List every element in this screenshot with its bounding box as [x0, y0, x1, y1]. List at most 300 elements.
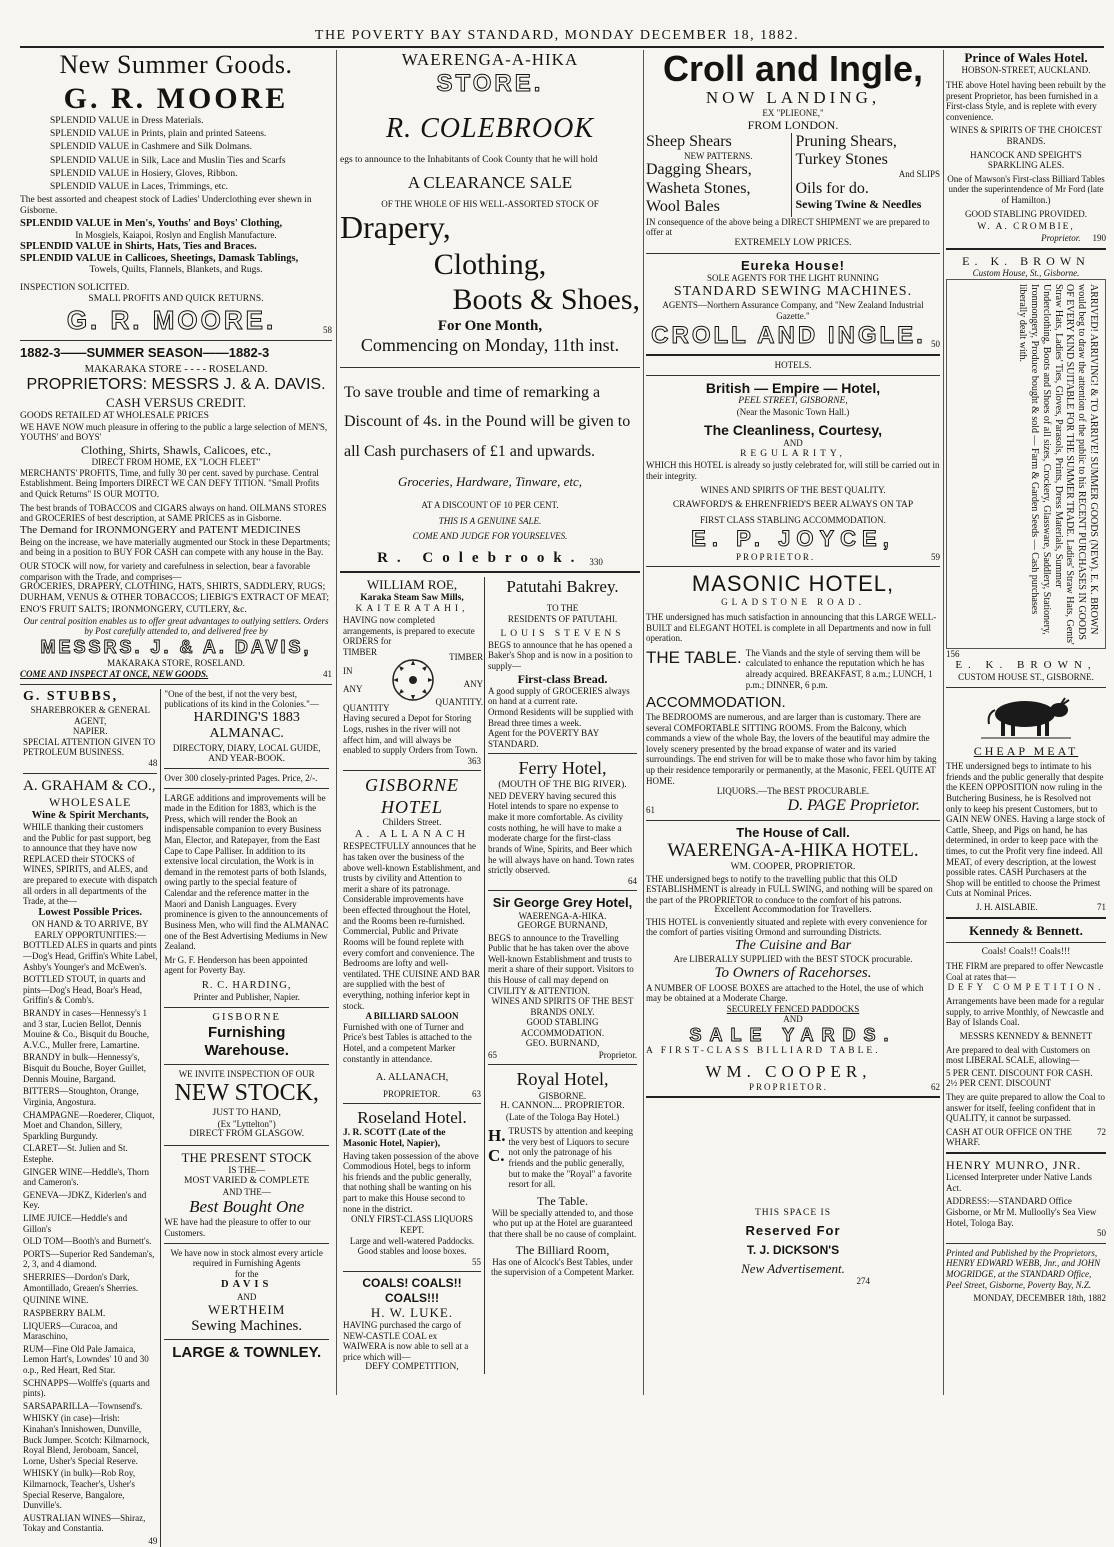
divider	[164, 1064, 329, 1065]
body-text: SPLENDID VALUE in Shirts, Hats, Ties and Braces.	[20, 240, 257, 252]
divider	[646, 820, 940, 821]
body-text: THE undersigned begs to intimate to his friends and the public generally that despite the KEEN OPPOSITION now ruling in the Butchering Business, he is Resolved not only to keep his present Customers, but to GAIN NEW ONES. Having a large stock of Cattle, Sheep, and Pigs on hand, he has determined, in order to keep pace with the times, to cut the Profit very fine indeed. All MEAT, of every description, at the lowest possible rates. CASH Purchasers at the Shop will be entitled to choose the Primest Cuts at Nominal Prices.	[946, 761, 1106, 899]
body-text: (Late of the Tologa Bay Hotel.)	[505, 1112, 620, 1123]
ad-heading: The House of Call.	[736, 824, 850, 840]
body-text: THE PRESENT STOCK	[181, 1149, 312, 1165]
body-text: ON HAND & TO ARRIVE, BY EARLY OPPORTUNITIES:—	[31, 919, 149, 940]
body-text: PROPRIETOR.	[748, 1081, 829, 1092]
divider	[646, 566, 940, 567]
body-text: QUANTITY	[343, 702, 390, 713]
divider	[164, 1145, 329, 1146]
list-item: BRANDY in cases—Hennessy's 1 and 3 star, Lucien Bellot, Dennis Mouine & Co., Bisquit du Bouche, A.V.C., Muller frere, Lamartine.	[23, 1008, 149, 1050]
ad-signature: W. A. CROMBIE,	[977, 222, 1075, 233]
body-text: The Viands and the style of serving them will be calculated to enhance the reputation which he has already acquired. BREAKFAST, 8 a.m.; LUNCH, 1 p.m.; DINNER, 6 p.m.	[745, 647, 933, 690]
body-text: AND THE—	[222, 1186, 271, 1197]
body-text: Over 300 closely-printed Pages. Price, 2/-.	[164, 773, 318, 783]
body-text: Our central position enables us to offer great advantages to outlying settlers. Orders by Post carefully attended to, and delivered free by	[23, 615, 329, 637]
divider	[20, 340, 332, 341]
ad-name: WM. COOPER, PROPRIETOR.	[730, 862, 856, 873]
body-text: MERCHANTS' PROFITS, Time, and fully 30 per cent. saved by purchase. Central Establishment. Being Importers DIRECT WE CAN DEFY TITION. "Small Profits and Quick Returns" IS OUR MOTTO.	[20, 467, 320, 500]
body-text: THIS IS A GENUINE SALE.	[438, 516, 542, 527]
ad-heading: CHEAP MEAT	[973, 744, 1079, 759]
body-text: IN	[343, 665, 353, 676]
body-text: ANY	[343, 684, 363, 695]
ad-heading: Drapery,	[340, 209, 451, 246]
ad-number: 363	[467, 755, 481, 766]
divider	[488, 1064, 637, 1065]
body-text: Custom House, St., Gisborne.	[972, 268, 1080, 279]
ad-signature: R. C. HARDING,	[201, 979, 292, 991]
list-item: OLD TOM—Booth's and Burnett's.	[23, 1236, 152, 1247]
body-text: THE FIRM are prepared to offer Newcastle Coal at rates that—	[946, 961, 1104, 982]
divider	[946, 1152, 1106, 1154]
ad-season: 1882-3——SUMMER SEASON——1882-3	[20, 344, 270, 360]
ad-number: 62	[931, 1081, 940, 1092]
body-text: Will be specially attended to, and those who put up at the Hotel are guaranteed that there shall be no cause of complaint.	[488, 1207, 637, 1240]
list-item: SPLENDID VALUE in Cashmere and Silk Dolmans.	[50, 142, 253, 153]
body-text: 2½ PER CENT. DISCOUNT	[946, 1078, 1052, 1089]
ad-footer: CROLL AND INGLE.	[651, 321, 926, 349]
body-text: THIS SPACE IS	[754, 1208, 831, 1219]
body-text: Proprietor.	[598, 1049, 637, 1060]
ad-heading: Roseland Hotel.	[357, 1108, 467, 1128]
ad-gisborne-hotel	[343, 775, 481, 1099]
body-text: CASH VERSUS CREDIT.	[105, 395, 247, 411]
ad-heading: Sewing Machines.	[191, 1317, 303, 1334]
body-text: IN consequence of the above being a DIRECT SHIPMENT we are prepared to offer at	[646, 216, 930, 238]
body-text: The Demand for IRONMONGERY and PATENT MEDICINES	[20, 523, 301, 536]
body-text: PROPRIETOR.	[383, 1088, 441, 1099]
list-item: AUSTRALIAN WINES—Shiraz, Tokay and Constantia.	[23, 1512, 146, 1534]
body-text: FIRST CLASS STABLING ACCOMMODATION.	[700, 515, 886, 526]
body-text: SPLENDID VALUE in Callicoes, Sheetings, Damask Tablings,	[20, 253, 299, 265]
body-text: REGULARITY,	[740, 448, 846, 459]
list-item: SARSAPARILLA—Townsend's.	[23, 1400, 143, 1411]
body-text: RESIDENTS OF PATUTAHI.	[507, 613, 618, 624]
column-1	[20, 50, 332, 1547]
ad-graham	[23, 778, 157, 1547]
list-item: RASPBERRY BALM.	[23, 1307, 106, 1318]
ad-footer: E. K. BROWN,	[955, 659, 1097, 672]
ad-sir-george	[488, 895, 637, 1060]
bull-icon	[981, 692, 1071, 740]
ad-number: 65	[488, 1049, 497, 1060]
body-text: SMALL PROFITS AND QUICK RETURNS.	[88, 293, 264, 304]
divider	[164, 768, 329, 769]
body-text: MESSRS KENNEDY & BENNETT	[959, 1030, 1093, 1041]
divider	[646, 253, 940, 254]
ad-number: 58	[323, 325, 332, 336]
body-text: Excellent Accommodation for Travellers.	[714, 905, 872, 916]
rotated-ad-panel	[946, 279, 1106, 649]
body-text: Towels, Quilts, Flannels, Blankets, and Rugs.	[89, 265, 263, 276]
body-text: A good supply of GROCERIES always on hand at a current rate.	[488, 685, 630, 707]
ad-waerenga-hotel	[646, 825, 940, 1093]
body-text: HAVING now completed arrangements, is prepared to execute ORDERS for	[343, 615, 475, 647]
list-item: SHERRIES—Dordon's Dark, Amontillado, Greaen's Sherries.	[23, 1272, 139, 1293]
divider	[946, 917, 1106, 919]
divider	[23, 773, 157, 774]
divider	[164, 1339, 329, 1340]
list-item: BRANDY in bulk—Hennessy's, Bisquit du Bouche, Boyer Guillet, Dennis Mouine, Bargand.	[23, 1052, 146, 1084]
body-text: WINES & SPIRITS OF THE CHOICEST BRANDS.	[949, 125, 1103, 146]
ad-heading: STORE.	[436, 70, 544, 98]
ad-name: A. GRAHAM & CO.,	[23, 777, 156, 794]
body-text: QUANTITY.	[435, 697, 484, 708]
ad-munro	[946, 1158, 1106, 1239]
body-text: WE have had the pleasure to offer to our Customers.	[164, 1217, 311, 1239]
ad-name: WILLIAM ROE,	[366, 577, 458, 593]
divider	[488, 753, 637, 754]
body-text: WHILE thanking their customers and the Public for past support, beg to announce that they have now REPLACED their STOCKS of WINES, SPIRITS, and ALES, and are prepared to execute with dispatch all orders in all departments of the Trade, at the—	[23, 821, 158, 907]
divider	[488, 890, 637, 891]
body-text: Karaka Steam Saw Mills,	[360, 592, 464, 603]
ad-name: HENRY MUNRO, JNR.	[946, 1157, 1082, 1172]
body-text: HAVING purchased the cargo of NEW-CASTLE COAL ex WAIWERA is now able to sell at a price which will—	[343, 1320, 469, 1362]
ad-heading: Boots & Shoes,	[452, 283, 640, 317]
ad-croll-ingle	[646, 50, 940, 350]
body-text: GISBORNE.	[538, 1090, 587, 1101]
body-text: Agent for the POVERTY BAY STANDARD.	[488, 728, 599, 749]
rotated-ad-text: ARRIVED! ARRIVING! & TO ARRIVE! SUMMER GOODS (NEW). E. K. BROWN would beg to draw the attention of the public to his RECENT PURCHASES IN GOODS OF EVERY KIND SUITABLE FOR THE SUMMER TRADE. Ladies' Straw Hats, Gents' Straw Hats, Ladies' Ties, Gloves, Parasols, Prints, Dress Materials, Summer Underclothing, Boots and Shoes of all sizes, Crockery, Glassware, Saddlery, Stationery, Ironmongery, Produce bought & sold — Farm & Garden Seeds — Cash purchases liberally dealt with.	[1017, 283, 1099, 645]
ad-heading: Kennedy & Bennett.	[969, 922, 1083, 938]
divider	[340, 367, 640, 368]
ad-number: 50	[1097, 1228, 1106, 1239]
body-text: Has one of Alcock's Best Tables, under the supervision of a Competent Marker.	[491, 1256, 634, 1278]
list-item: PORTS—Superior Red Sandeman's, 2, 3, and 4 diamond.	[23, 1248, 155, 1270]
body-text: GOOD STABLING ACCOMMODATION.	[520, 1017, 605, 1038]
body-text: Commencing on Monday, 11th inst.	[360, 335, 620, 356]
body-text: MAKARAKA STORE, ROSELAND.	[107, 658, 245, 669]
ad-number: 41	[323, 668, 332, 679]
divider	[946, 248, 1106, 250]
body-text: GOOD STABLING PROVIDED.	[964, 208, 1088, 219]
body-text: SECURELY FENCED PADDOCKS	[726, 1003, 860, 1014]
ad-footer: MESSRS. J. & A. DAVIS,	[40, 637, 312, 658]
ad-number: 64	[628, 875, 637, 886]
ad-heading: Wine & Spirit Merchants,	[31, 809, 149, 821]
list-item: SPLENDID VALUE in Dress Materials.	[50, 116, 204, 127]
ad-footer: LARGE & TOWNLEY.	[172, 1344, 322, 1362]
ad-heading: Croll and Ingle,	[662, 48, 923, 89]
body-text: GLADSTONE ROAD.	[721, 597, 865, 608]
body-text: AT A DISCOUNT OF 10 PER CENT.	[421, 499, 559, 510]
body-text: SHAREBROKER & GENERAL AGENT,	[30, 705, 150, 726]
ad-heading: Clothing,	[433, 248, 547, 281]
list-item: Pruning Shears,	[795, 132, 897, 150]
body-text: Are prepared to deal with Customers on most LIBERAL SCALE, allowing—	[946, 1044, 1090, 1066]
ad-name: PROPRIETORS: MESSRS J. & A. DAVIS.	[26, 376, 326, 394]
list-item: WHISKY (in case)—Irish: Kinahan's Innishowen, Dunville, Buck Jumper. Scotch: Kilmarnock, Royal Blend, Jeroboam, Sancel, Lorne, Usher's Special Reserve.	[23, 1413, 150, 1466]
ad-number: 72	[1097, 1126, 1106, 1137]
ad-heading: ACCOMMODATION.	[646, 694, 786, 712]
ad-heading: Eureka House!	[740, 257, 846, 273]
list-item: Sewing Twine & Needles	[795, 197, 922, 212]
divider	[164, 1007, 329, 1008]
body-text: AGENTS—Northern Assurance Company, and "New Zealand Industrial Gazette."	[662, 300, 924, 321]
body-text: RESPECTFULLY announces that he has taken over the business of the above well-known Establishment, and trusts by civility and Attention to merit a share of its patronage. Considerable improvements have been effected throughout the Hotel, and the Rooms been re-furnished. Commercial, Public and Private Rooms will be found replete with every comfort and convenience. The Bedrooms are lofty and well-ventilated. THE CUISINE AND BAR are supplied with the best of everything, nothing inferior kept in stock.	[343, 841, 481, 1011]
list-item: SPLENDID VALUE in Laces, Trimmings, etc.	[50, 182, 229, 193]
body-text: We have now in stock almost every article required in Furnishing Agents	[170, 1247, 323, 1269]
body-text: DIRECT FROM HOME, EX "LOCH FLEET"	[91, 457, 261, 468]
column-4	[946, 50, 1106, 1395]
ad-heading: E. K. BROWN	[962, 254, 1090, 269]
body-text: Having taken possession of the above Commodious Hotel, begs to inform his friends and the public generally, that nothing shall be wanting on his part to make this House second to none in the district.	[343, 1150, 479, 1214]
ad-number: 55	[472, 1256, 481, 1267]
divider	[646, 375, 940, 376]
ad-signature: WM. COOPER,	[705, 1061, 872, 1081]
body-text: IS THE—	[228, 1164, 265, 1175]
body-text: TIMBER	[343, 646, 378, 657]
ad-number: 49	[148, 1536, 158, 1547]
sawblade-icon	[390, 657, 436, 703]
body-text: EXTREMELY LOW PRICES.	[734, 237, 852, 248]
ad-name: J. R. SCOTT (Late of the Masonic Hotel, Napier),	[343, 1128, 446, 1150]
ad-number: 156	[946, 648, 960, 659]
list-item: SPLENDID VALUE in Hosiery, Gloves, Ribbon.	[50, 168, 238, 179]
body-text: THE undersigned begs to notify to the travelling public that this OLD ESTABLISHMENT is already in FULL SWING, and nothing will be spared on the part of the PROPRIETOR to conduce to the comfort of his patrons.	[646, 873, 933, 905]
body-text: WINES AND SPIRITS OF THE BEST BRANDS ONLY.	[491, 996, 634, 1017]
body-text: SOLE AGENTS FOR THE LIGHT RUNNING	[707, 273, 879, 284]
ad-number: 330	[589, 556, 603, 567]
column-divider	[643, 50, 644, 1395]
body-text: BEGS to announce that he has opened a Baker's Shop and is now in a position to supply—	[488, 639, 633, 672]
body-text: MAKARAKA STORE - - - - ROSELAND.	[84, 364, 268, 376]
column-divider	[336, 50, 337, 1395]
list-item: CLARET—St. Julien and St. Estephe.	[23, 1143, 128, 1164]
list-item: And SLIPS	[898, 169, 940, 180]
ad-footer: G. R. MOORE.	[66, 305, 277, 336]
ad-heading: A CLEARANCE SALE	[407, 172, 573, 192]
body-text: WAERENGA-A-HIKA.	[518, 910, 607, 921]
ad-name: G. STUBBS,	[23, 688, 119, 704]
ad-heading: MASONIC HOTEL,	[691, 571, 895, 597]
ad-ferry	[488, 758, 637, 886]
ad-heading: NEW STOCK,	[174, 1080, 319, 1107]
ad-name: H. CANNON.... PROPRIETOR.	[500, 1101, 625, 1112]
ad-roseland	[343, 1108, 481, 1267]
body-text: TRUSTS by attention and keeping the very best of Liquors to secure not only the patronage of his friends and the public generally, but to make the "Royal" a favorite resort for all.	[508, 1126, 633, 1190]
body-text: DEFY COMPETITION.	[947, 982, 1105, 993]
body-text: Having secured a Depot for Storing Logs, rushes in the river will not affect him, and will always be enabled to supply Orders from Town.	[343, 713, 478, 756]
body-text: CASH AT OUR OFFICE ON THE WHARF.	[946, 1126, 1072, 1148]
body-text: WE HAVE NOW much pleasure in offering to the public a large selection of MEN'S, YOUTHS' and BOYS'	[20, 421, 328, 443]
divider	[164, 1243, 329, 1244]
list-item: Dagging Shears,	[646, 161, 752, 179]
ad-name: A. ALLANACH	[355, 829, 469, 841]
divider	[343, 770, 481, 771]
body-text: A FIRST-CLASS BILLIARD TABLE.	[646, 1046, 881, 1057]
ad-moore	[20, 50, 332, 336]
body-text: PROPRIETOR.	[736, 551, 816, 562]
ad-heading: WAERENGA-A-HIKA	[401, 50, 579, 69]
body-text: COME AND INSPECT AT ONCE, NEW GOODS.	[20, 668, 209, 679]
body-text: BEGS to announce to the Travelling Public that he has taken over the above Well-known Establishment and trusts to merit a share of their support. Visitors to this House of call may depend on CIVILITY & ATTENTION.	[488, 932, 634, 996]
body-text: Being on the increase, we have materially augmented our Stock in these Departments; and being in a position to BUY FOR CASH can compete with any house in the Bay.	[20, 536, 331, 558]
ad-name: H. W. LUKE.	[370, 1304, 454, 1320]
body-text: NAPIER.	[72, 726, 108, 737]
body-text: The Table.	[537, 1193, 588, 1208]
list-item: SCHNAPPS—Wolffe's (quarts and pints).	[23, 1377, 150, 1399]
divider	[20, 684, 332, 685]
body-text: WHICH this HOTEL is already so justly celebrated for, will still be carried out in their integrity.	[646, 460, 940, 481]
list-item: BITTERS—Stoughton, Orange, Virginia, Angostura.	[23, 1086, 139, 1107]
body-text: Arrangements have been made for a regular supply, to arrive Monthly, of Newcastle and Bay of Islands Coal.	[946, 996, 1104, 1028]
body-text: GOODS RETAILED AT WHOLESALE PRICES	[20, 410, 209, 421]
ad-heading: Royal Hotel,	[516, 1069, 609, 1090]
list-item: SPLENDID VALUE in Silk, Lace and Muslin Ties and Scarfs	[50, 155, 286, 166]
ad-number: 48	[148, 758, 158, 769]
body-text: AND	[783, 438, 803, 449]
body-text: EX "PLIEONE,"	[762, 107, 824, 118]
section-label: HOTELS.	[774, 359, 812, 370]
list-item: LIME JUICE—Heddle's and Gillon's	[23, 1213, 128, 1234]
body-text: MOST VARIED & COMPLETE	[184, 1175, 310, 1186]
body-text: DIRECTORY, DIARY, LOCAL GUIDE, AND YEAR-BOOK.	[172, 742, 321, 764]
body-text: (MOUTH OF THE BIG RIVER).	[498, 779, 627, 790]
body-text: Lowest Possible Prices.	[38, 906, 142, 918]
ad-number: 63	[472, 1088, 481, 1099]
divider	[340, 571, 640, 573]
body-text: CRAWFORD'S & EHRENFRIED'S BEER ALWAYS ON TAP	[672, 500, 914, 511]
ad-luke	[343, 1276, 481, 1373]
ad-roe	[343, 577, 484, 766]
body-text: OUR STOCK will now, for variety and carefulness in selection, bear a favorable comparison with the Trade, and comprises—	[20, 561, 311, 582]
ad-heading: Sir George Grey Hotel,	[492, 895, 633, 911]
body-text: FROM LONDON.	[747, 118, 839, 133]
list-item: SPLENDID VALUE in Prints, plain and printed Sateens.	[50, 129, 267, 140]
list-item: QUININE WINE.	[23, 1295, 89, 1306]
body-text: ONLY FIRST-CLASS LIQUORS KEPT.	[351, 1214, 473, 1235]
list-item: Washeta Stones,	[646, 179, 751, 197]
body-text: STANDARD SEWING MACHINES.	[673, 283, 913, 299]
masthead: THE POVERTY BAY STANDARD, MONDAY DECEMBER 18, 1882.	[314, 28, 800, 43]
body-text: Childers Street.	[382, 817, 442, 828]
list-item: GENEVA—JDKZ, Kiderlen's and Key.	[23, 1189, 147, 1211]
ad-prince-of-wales	[946, 50, 1106, 244]
body-text: LIQUORS.—The BEST PROCURABLE.	[716, 786, 870, 797]
ad-signature: R. Colebrook.	[377, 549, 584, 566]
divider	[343, 1103, 481, 1104]
ad-signature: A. ALLANACH,	[375, 1072, 449, 1084]
body-text: The BEDROOMS are numerous, and are larger than is customary. There are several COMFORTABLE SITTING ROOMS. From the Balcony, which commands a view of the whole Bay, the lovers of the beautiful may admire the lovely scenery presented by the broad expanse of water and its varied surroundings. The end striven for will be to make those who favor him by taking up their residence temporarily or permanently, at the Masonic, FEEL QUITE AT HOME.	[646, 711, 937, 786]
ad-heading: Furnishing Warehouse.	[204, 1024, 289, 1060]
ad-name: LOUIS STEVENS	[500, 628, 625, 639]
ad-colebrook	[340, 50, 640, 567]
ad-masonic	[646, 571, 940, 815]
body-text: To Owners of Racehorses.	[714, 964, 872, 981]
list-item: Wool Bales	[646, 198, 720, 216]
body-text: NOW LANDING,	[705, 87, 881, 107]
list-item: Sheep Shears	[646, 132, 732, 150]
ad-number: 50	[931, 339, 940, 350]
divider	[946, 942, 1106, 943]
body-text: WINES AND SPIRITS OF THE BEST QUALITY.	[700, 485, 886, 496]
body-text: SPECIAL ATTENTION GIVEN TO PETROLEUM BUSINESS.	[23, 736, 156, 758]
ad-signature: J. H. AISLABIE.	[976, 902, 1038, 913]
list-item: BOTTLED STOUT, in quarts and pints—Dog's Head, Boar's Head, Griffin's & Comb's.	[23, 974, 146, 1006]
body-text: The Cuisine and Bar	[734, 937, 852, 953]
list-item: GINGER WINE—Heddle's, Thorn and Cameron's.	[23, 1166, 150, 1188]
list-item: BOTTLED ALES in quarts and pints—Dog's Head, Griffin's White Label, Ashby's Younger's and McEwen's.	[23, 940, 158, 972]
ad-number: 61	[646, 805, 655, 816]
wine-list	[23, 940, 157, 1534]
body-text: egs to announce to the Inhabitants of Cook County that he will hold	[340, 155, 598, 166]
body-text: Ormond Residents will be supplied with Bread three times a week.	[488, 707, 634, 728]
list-item: Oils for do.	[795, 179, 869, 197]
body-text: "One of the best, if not the very best, publications of its kind in the Colonies."—	[164, 688, 319, 710]
body-text: AND	[236, 1291, 257, 1302]
body-text: WE INVITE INSPECTION OF OUR	[178, 1068, 315, 1079]
body-text: JUST TO HAND,	[212, 1107, 281, 1118]
column-2	[340, 50, 640, 1395]
ad-name: E. P. JOYCE,	[691, 525, 895, 551]
ad-british-empire	[646, 380, 940, 563]
divider	[946, 1243, 1106, 1244]
ad-name: T. J. DICKSON'S	[746, 1242, 840, 1257]
body-text: SPLENDID VALUE in Men's, Youths' and Boys' Clothing,	[20, 217, 283, 229]
masthead-rule	[20, 46, 1104, 48]
body-text: NED DEVERY having secured this Hotel intends to spare no expense to make it more comfortable. As civility costs nothing, he will have to make a moderate charge for the first-class brands of Wine, Spirits, and Beer which he will always have on hand. Town rates strictly observed.	[488, 790, 635, 876]
body-text: GISBORNE	[212, 1011, 281, 1023]
body-text: New Advertisement.	[741, 1260, 845, 1276]
ad-stubbs	[23, 689, 157, 769]
ad-royal	[488, 1069, 637, 1278]
list-item: LIQUERS—Curacoa, and Maraschino,	[23, 1320, 118, 1342]
ad-number: 190	[1092, 233, 1106, 244]
ad-heading: The Cleanliness, Courtesy,	[704, 421, 882, 438]
body-text: (Near the Masonic Town Hall.)	[736, 407, 850, 418]
body-text: THIS HOTEL is conveniently situated and replete with every convenience for the comfort of parties visiting Ormond and surrounding Districts.	[646, 916, 928, 938]
body-text: The Billiard Room,	[515, 1242, 610, 1257]
body-text: Are LIBERALLY SUPPLIED with the BEST STOCK procurable.	[673, 954, 913, 965]
ad-number: 274	[856, 1276, 870, 1287]
initials: H. C.	[488, 1126, 506, 1166]
ad-kennedy-bennett	[946, 923, 1106, 1148]
column-3	[646, 50, 940, 1395]
body-text: CUSTOM HOUSE ST., GISBORNE.	[958, 672, 1094, 683]
body-text: Coals! Coals!! Coals!!!	[981, 947, 1071, 958]
body-text: HANCOCK AND SPEIGHT'S SPARKLING ALES.	[970, 149, 1082, 171]
body-text: DEFY COMPETITION,	[365, 1362, 459, 1373]
value-list	[20, 116, 332, 193]
body-text: THE above Hotel having been rebuilt by the present Proprietor, has been furnished in a First-class Style, and is replete with every convenience.	[946, 79, 1106, 122]
ad-number: 59	[931, 551, 940, 562]
ad-heading: GISBORNE HOTEL	[365, 775, 459, 817]
body-text: for the	[234, 1268, 259, 1279]
ad-heading: Reserved For	[745, 1223, 841, 1239]
ad-harding	[164, 689, 329, 1003]
ad-heading: Prince of Wales Hotel.	[964, 50, 1088, 65]
column-divider	[943, 50, 944, 1395]
body-text: Groceries, Hardware, Tinware, etc,	[397, 474, 583, 490]
ad-furnishing	[164, 1012, 329, 1362]
body-text: They are quite prepared to allow the Coal to answer for itself, feeling confident that in QUALITY, it cannot be surpassed.	[946, 1091, 1105, 1124]
ad-name: R. COLEBROOK	[386, 113, 594, 145]
divider	[946, 687, 1106, 688]
body-text: First-class Bread.	[517, 671, 608, 686]
body-text: In Mosgiels, Kaiapoi, Roslyn and English Manufacture.	[75, 230, 277, 241]
ad-name: G. R. MOORE	[63, 81, 289, 115]
body-text: 5 PER CENT. DISCOUNT FOR CASH.	[946, 1067, 1093, 1078]
body-text: TIMBER	[449, 652, 484, 663]
body-text: TO THE	[546, 603, 579, 614]
body-text: INSPECTION SOLICITED.	[20, 282, 130, 293]
body-text: HOBSON-STREET, AUCKLAND.	[961, 65, 1091, 76]
ad-name: HARDING'S 1883 ALMANAC.	[193, 709, 300, 742]
list-item: RUM—Fine Old Pale Jamaica, Lemon Hart's, Lowndes' 10 and 30 o.p., Red Heart, Red Star.	[23, 1343, 149, 1375]
body-text: For One Month,	[437, 317, 543, 334]
